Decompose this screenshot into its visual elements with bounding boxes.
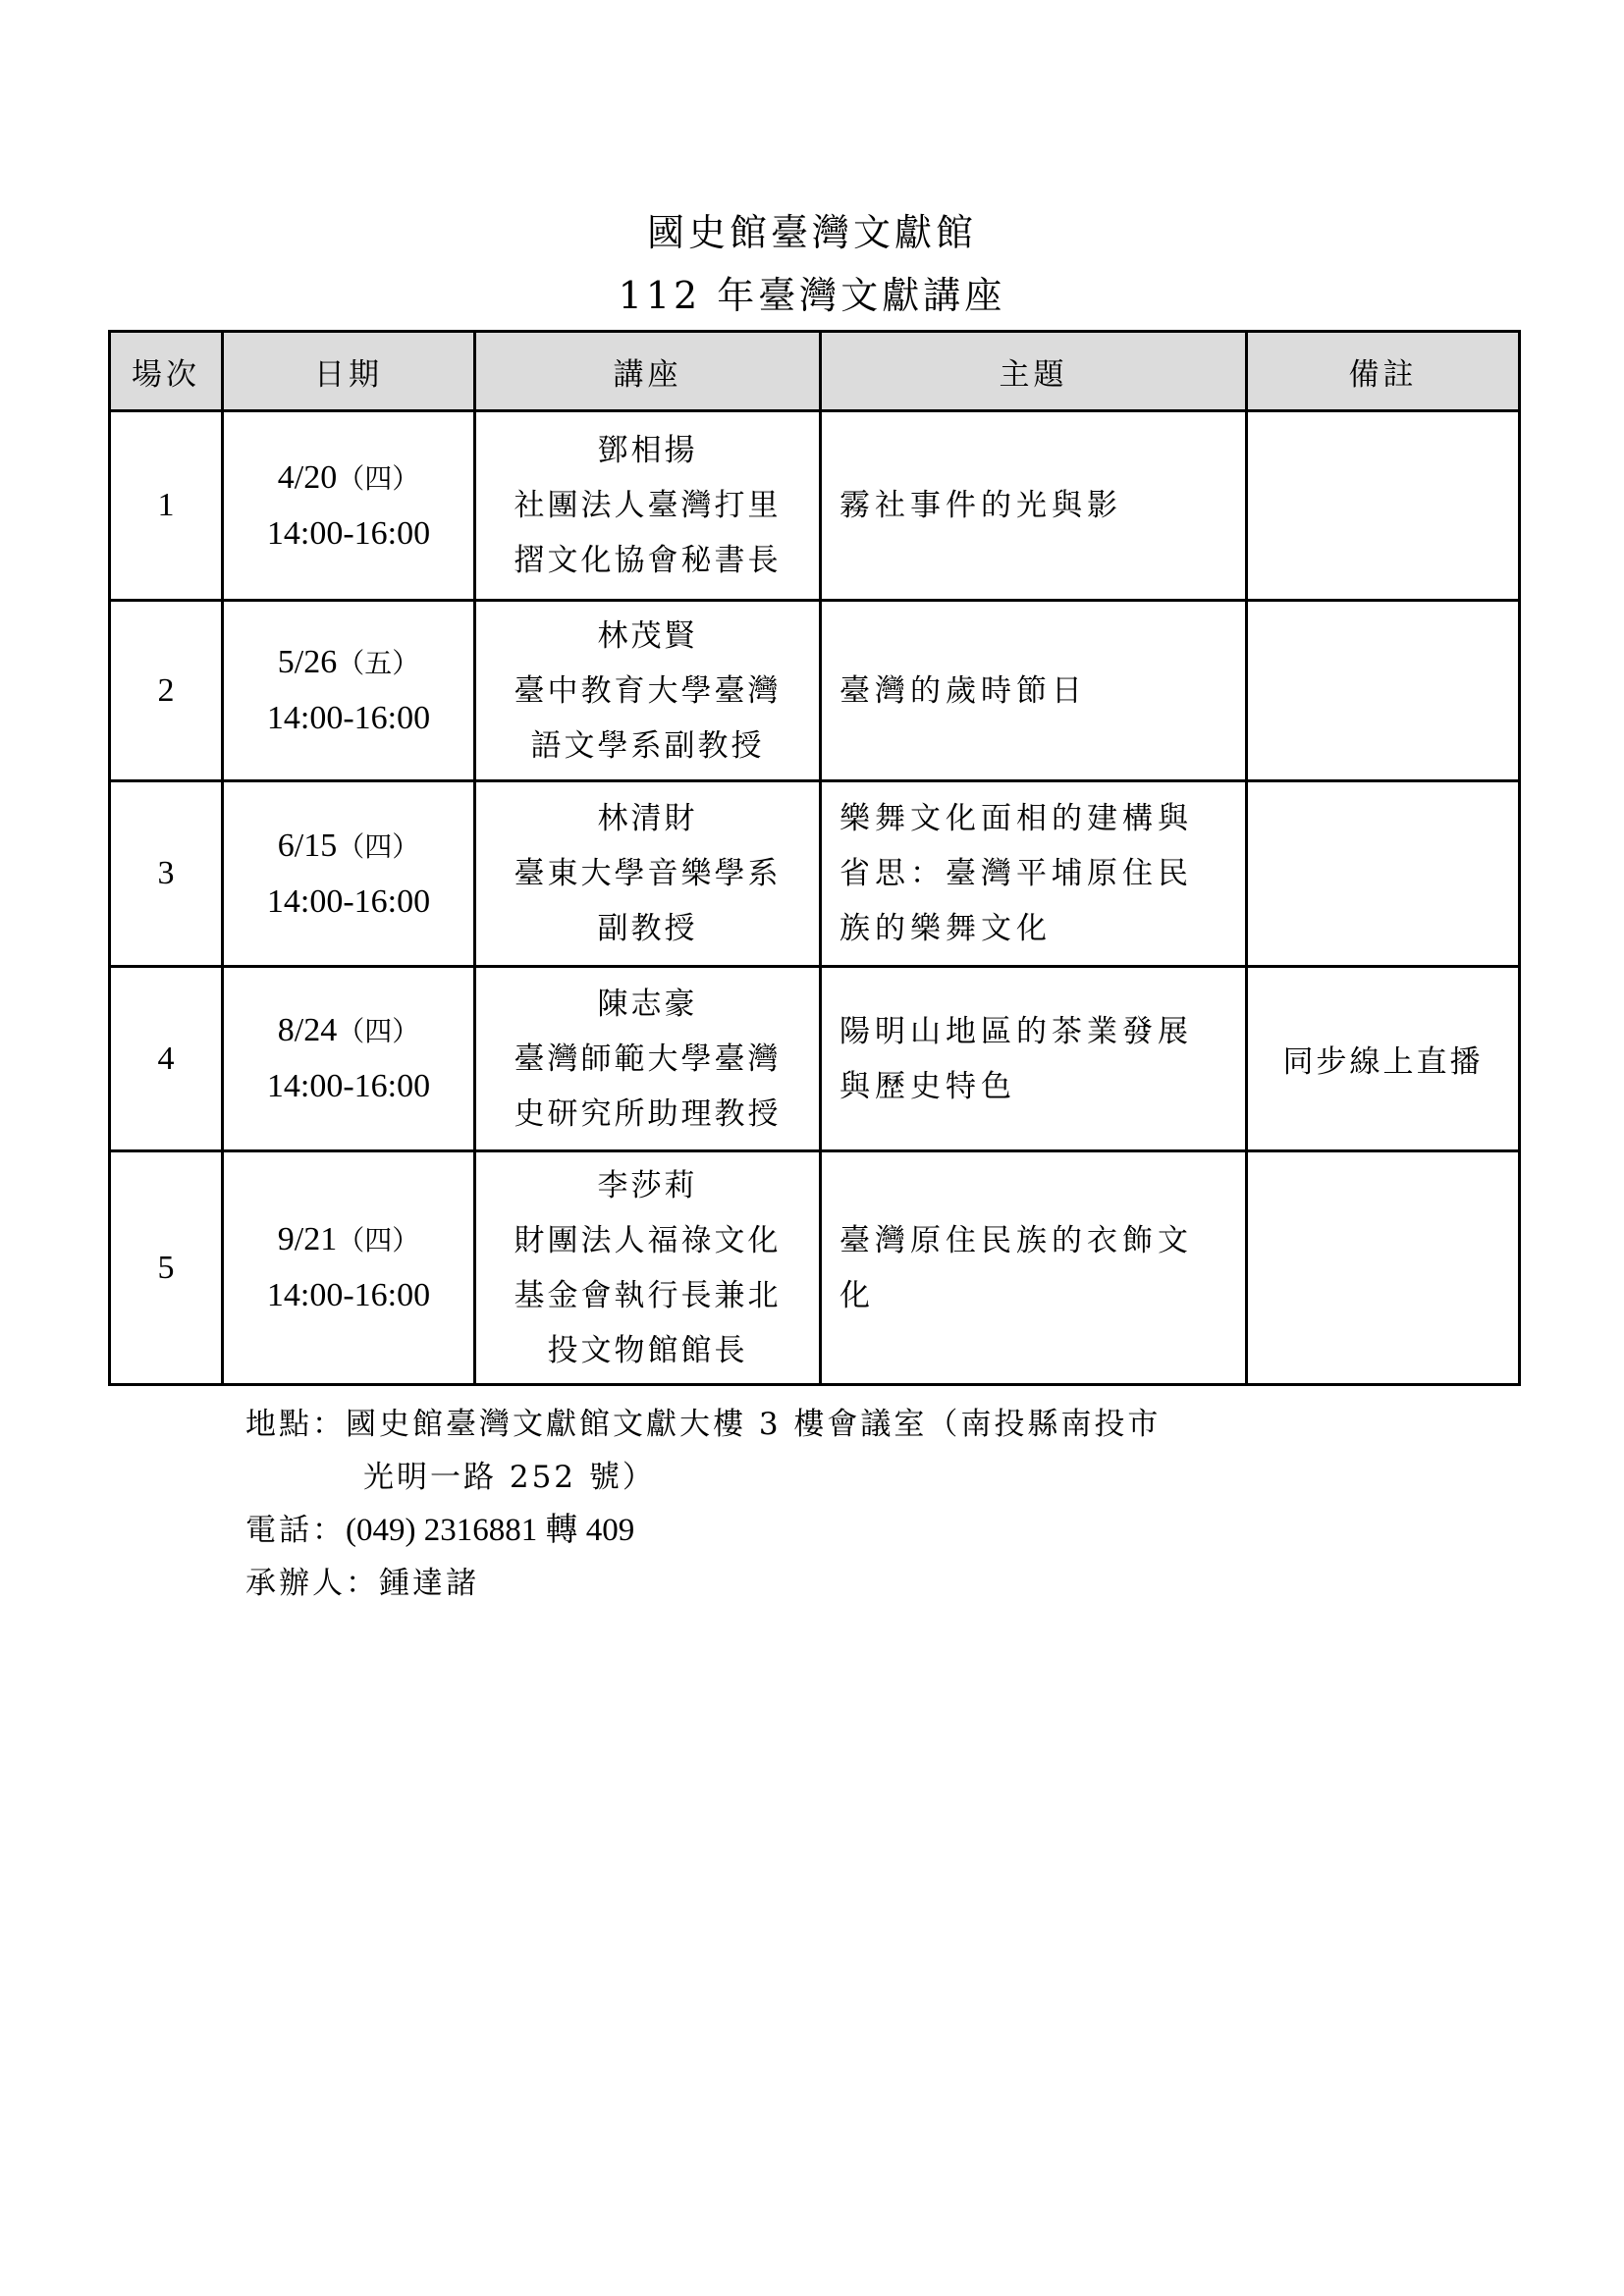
- phone-value: (049) 2316881 轉 409: [346, 1513, 635, 1548]
- table-row: [110, 967, 1520, 1151]
- topic-text: 樂舞文化面相的建構與: [839, 801, 1193, 836]
- topic-cell: [821, 601, 1247, 781]
- time-range: 14:00-16:00: [266, 1277, 431, 1313]
- topic-cell: [821, 781, 1247, 967]
- topic-text: 陽明山地區的茶業發展: [839, 1013, 1193, 1049]
- speaker-title: 臺東大學音樂學系: [514, 856, 782, 891]
- session-date: [223, 1151, 475, 1385]
- topic-text: 族的樂舞文化: [839, 911, 1052, 946]
- session-date: [223, 601, 475, 781]
- speaker-cell: [475, 411, 821, 601]
- note-cell: [1247, 411, 1520, 601]
- org-title: 國史館臺灣文獻館: [646, 211, 977, 254]
- table-row: [110, 1151, 1520, 1385]
- topic-text: 霧社事件的光與影: [839, 488, 1122, 523]
- speaker-cell: [475, 967, 821, 1151]
- weekday: （五）: [337, 647, 420, 679]
- lecture-schedule-table: [108, 330, 1521, 1386]
- weekday: （四）: [337, 461, 420, 495]
- speaker-title: 史研究所助理教授: [514, 1095, 782, 1132]
- topic-text: 與歷史特色: [839, 1068, 1016, 1104]
- topic-text: 臺灣原住民族的衣飾文: [839, 1222, 1193, 1258]
- date-value: 9/21: [277, 1221, 338, 1257]
- phone-label: 電話：: [245, 1513, 346, 1548]
- speaker-title: 基金會執行長兼北: [514, 1277, 782, 1313]
- document-title: 112 年臺灣文獻講座: [618, 274, 1006, 317]
- date-value: 4/20: [277, 458, 338, 496]
- contact-label: 承辦人：: [245, 1566, 379, 1601]
- topic-text: 化: [839, 1277, 875, 1313]
- topic-cell: [821, 411, 1247, 601]
- column-header-topic: 主題: [821, 332, 1247, 411]
- speaker-title: 社團法人臺灣打里: [514, 488, 782, 523]
- speaker-cell: [475, 601, 821, 781]
- speaker-title: 臺中教育大學臺灣: [514, 672, 782, 709]
- contact-value: 鍾達諸: [379, 1566, 479, 1601]
- speaker-title: 臺灣師範大學臺灣: [514, 1041, 782, 1077]
- topic-text: 臺灣的歲時節日: [839, 672, 1087, 709]
- column-header-session: 場次: [110, 332, 223, 411]
- time-range: 14:00-16:00: [266, 882, 431, 920]
- speaker-title: 投文物館館長: [547, 1332, 748, 1368]
- speaker-name: 鄧相揚: [597, 433, 698, 468]
- location-label: 地點：: [245, 1407, 346, 1442]
- session-number: 3: [110, 781, 223, 967]
- note-cell: 同步線上直播: [1247, 967, 1520, 1151]
- contact-line: [245, 1557, 1161, 1610]
- speaker-title: 摺文化協會秘書長: [514, 543, 782, 578]
- note-cell: [1247, 781, 1520, 967]
- session-number: 5: [110, 1151, 223, 1385]
- session-date: [223, 781, 475, 967]
- note-cell: [1247, 601, 1520, 781]
- speaker-name: 李莎莉: [597, 1167, 698, 1203]
- speaker-name: 林清財: [597, 801, 698, 836]
- note-cell: [1247, 1151, 1520, 1385]
- phone-line: [245, 1504, 1161, 1557]
- table-row: [110, 601, 1520, 781]
- weekday: （四）: [337, 1015, 420, 1047]
- speaker-name: 陳志豪: [597, 986, 698, 1022]
- time-range: 14:00-16:00: [266, 700, 431, 736]
- location-line-continued: 光明一路 252 號）: [363, 1460, 656, 1495]
- speaker-title: 副教授: [597, 911, 698, 946]
- table-row: [110, 781, 1520, 967]
- speaker-title: 財團法人福祿文化: [514, 1222, 782, 1258]
- session-date: [223, 411, 475, 601]
- speaker-cell: [475, 781, 821, 967]
- topic-cell: [821, 1151, 1247, 1385]
- session-date: [223, 967, 475, 1151]
- topic-text: 省思：臺灣平埔原住民: [839, 856, 1193, 891]
- column-header-speaker: 講座: [475, 332, 821, 411]
- column-header-date: 日期: [223, 332, 475, 411]
- speaker-cell: [475, 1151, 821, 1385]
- weekday: （四）: [337, 829, 420, 863]
- weekday: （四）: [337, 1224, 420, 1256]
- location-value: 國史館臺灣文獻館文獻大樓 3 樓會議室（南投縣南投市: [346, 1407, 1162, 1442]
- table-header-row: [110, 332, 1520, 411]
- column-header-note: 備註: [1247, 332, 1520, 411]
- session-number: 4: [110, 967, 223, 1151]
- speaker-name: 林茂賢: [597, 617, 698, 654]
- time-range: 14:00-16:00: [266, 514, 431, 552]
- location-line: [245, 1398, 1161, 1451]
- topic-cell: [821, 967, 1247, 1151]
- speaker-title: 語文學系副教授: [530, 727, 765, 764]
- session-number: 1: [110, 411, 223, 601]
- date-value: 5/26: [277, 644, 338, 680]
- table-row: [110, 411, 1520, 601]
- event-info: [245, 1398, 1161, 1610]
- time-range: 14:00-16:00: [266, 1068, 431, 1104]
- session-number: 2: [110, 601, 223, 781]
- date-value: 8/24: [277, 1012, 338, 1048]
- date-value: 6/15: [277, 827, 338, 864]
